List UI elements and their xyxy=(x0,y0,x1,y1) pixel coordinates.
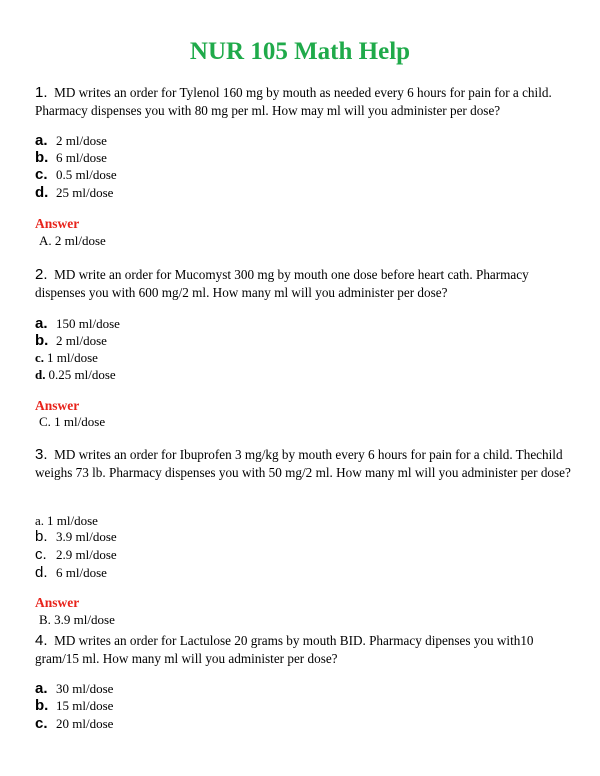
answer-text: A. 2 ml/dose xyxy=(39,233,106,248)
question-text: MD writes an order for Lactulose 20 grams by mouth BID. Pharmacy dipenses you with10 gram/15 ml. How many ml will you administer per dose? xyxy=(35,633,534,666)
option-letter: c. xyxy=(35,166,48,183)
option-letter: a. xyxy=(35,513,45,528)
option-text: 0.5 ml/dose xyxy=(56,167,117,182)
page-title: NUR 105 Math Help xyxy=(189,38,411,65)
option-c xyxy=(35,716,113,732)
option-b xyxy=(35,529,117,545)
question-text: MD writes an order for Tylenol 160 mg by mouth as needed every 6 hours for pain for a child. Pharmacy dispenses you with 80 mg per ml. How may ml will you administer per dose? xyxy=(35,85,552,118)
option-a xyxy=(35,316,120,332)
question-3 xyxy=(35,446,575,481)
question-1 xyxy=(35,84,575,119)
option-a xyxy=(35,133,107,149)
question-number: 1. xyxy=(35,84,48,101)
option-text: 30 ml/dose xyxy=(56,681,114,696)
question-2 xyxy=(35,266,575,301)
option-letter: c. xyxy=(35,546,47,563)
option-text: 2 ml/dose xyxy=(56,133,107,148)
question-number: 4. xyxy=(35,632,48,649)
option-a xyxy=(35,681,113,697)
option-text: 25 ml/dose xyxy=(56,185,114,200)
option-b xyxy=(35,698,113,714)
answer-label: Answer xyxy=(35,595,80,610)
option-c xyxy=(35,547,117,563)
option-text: 2.9 ml/dose xyxy=(56,547,117,562)
question-number: 3. xyxy=(35,446,48,463)
option-b xyxy=(35,333,107,349)
option-text: 1 ml/dose xyxy=(47,513,98,528)
answer-label: Answer xyxy=(35,398,80,413)
option-text: 150 ml/dose xyxy=(56,316,120,331)
option-letter: a. xyxy=(35,680,48,697)
option-letter: d. xyxy=(35,184,49,201)
option-b xyxy=(35,150,107,166)
answer-text: B. 3.9 ml/dose xyxy=(39,612,115,627)
question-text: MD writes an order for Ibuprofen 3 mg/kg by mouth every 6 hours for pain for a child. Thechild weighs 73 lb. Pharmacy dispenses you with 50 mg/2 ml. How many ml will you administer per dose? xyxy=(35,447,571,480)
option-letter: b. xyxy=(35,149,49,166)
option-text: 20 ml/dose xyxy=(56,716,114,731)
option-text: 2 ml/dose xyxy=(56,333,107,348)
option-letter: a. xyxy=(35,132,48,149)
option-c xyxy=(35,350,98,366)
answer-text: C. 1 ml/dose xyxy=(39,414,106,429)
option-text: 0.25 ml/dose xyxy=(48,367,116,382)
option-text: 3.9 ml/dose xyxy=(56,529,117,544)
option-d xyxy=(35,185,113,201)
option-a xyxy=(35,513,98,529)
option-letter: d. xyxy=(35,367,46,382)
option-c xyxy=(35,167,117,183)
option-text: 6 ml/dose xyxy=(56,565,107,580)
option-d xyxy=(35,367,116,383)
option-letter: d. xyxy=(35,564,48,581)
option-text: 6 ml/dose xyxy=(56,150,107,165)
option-letter: c. xyxy=(35,350,45,365)
option-letter: a. xyxy=(35,315,48,332)
option-text: 1 ml/dose xyxy=(47,350,98,365)
option-text: 15 ml/dose xyxy=(56,698,114,713)
question-number: 2. xyxy=(35,266,48,283)
option-d xyxy=(35,565,107,581)
question-4 xyxy=(35,632,575,667)
option-letter: b. xyxy=(35,697,49,714)
option-letter: c. xyxy=(35,715,48,732)
option-letter: b. xyxy=(35,528,48,545)
answer-label: Answer xyxy=(35,216,80,231)
option-letter: b. xyxy=(35,332,49,349)
question-text: MD write an order for Mucomyst 300 mg by mouth one dose before heart cath. Pharmacy dispenses you with 600 mg/2 ml. How many ml will you administer per dose? xyxy=(35,267,529,300)
